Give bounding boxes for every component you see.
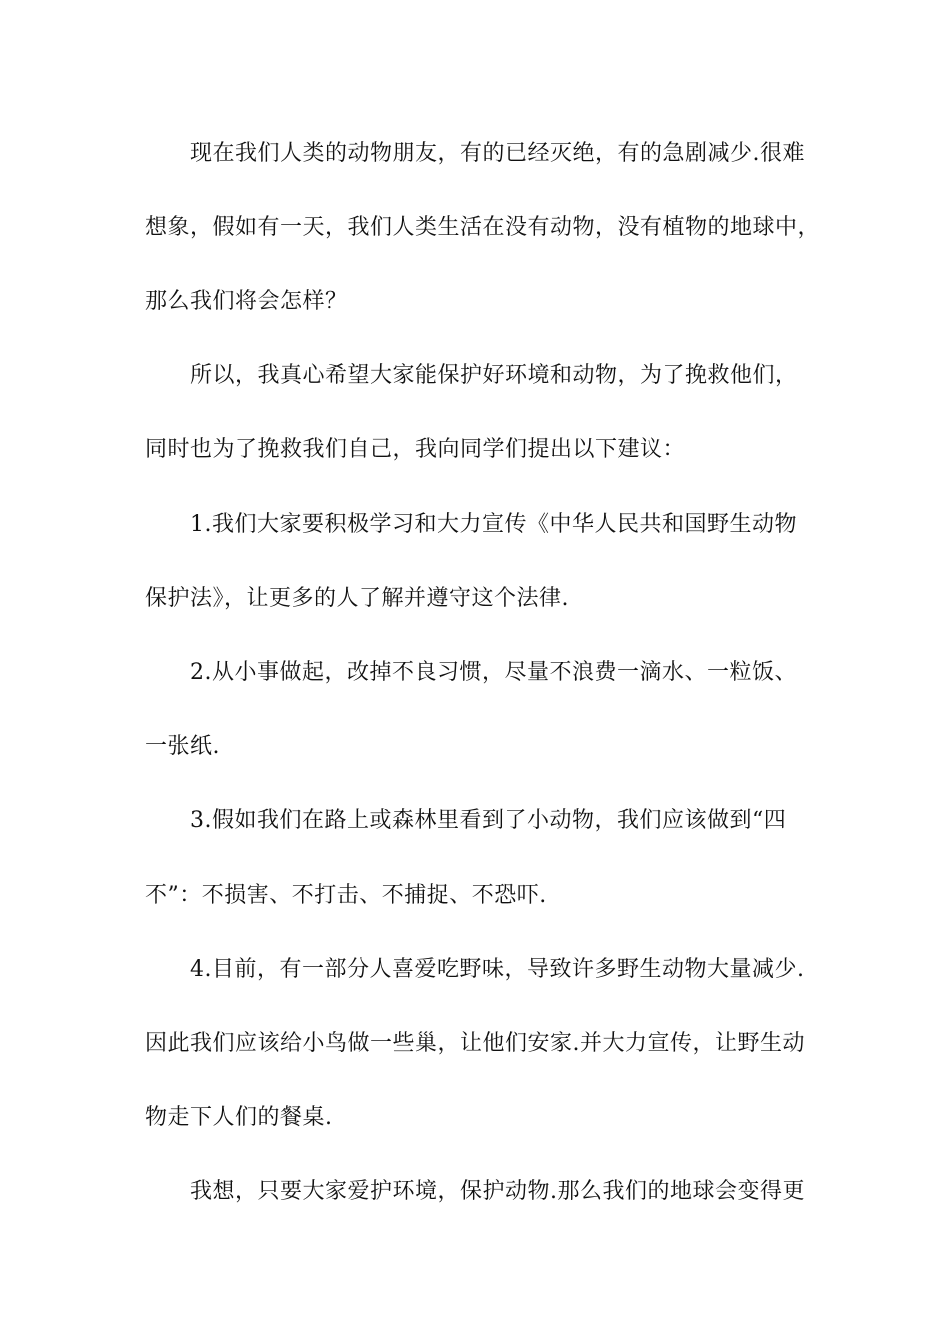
list-item-line: 4.目前，有一部分人喜爱吃野味，导致许多野生动物大量减少. <box>190 957 805 982</box>
list-item-line: 物走下人们的餐桌. <box>145 1105 333 1130</box>
paragraph-line: 同时也为了挽救我们自己，我向同学们提出以下建议： <box>145 437 686 462</box>
paragraph-line: 那么我们将会怎样？ <box>145 289 348 314</box>
paragraph-line: 所以，我真心希望大家能保护好环境和动物，为了挽救他们， <box>190 363 798 388</box>
list-item-line: 1.我们大家要积极学习和大力宣传《中华人民共和国野生动物 <box>190 512 797 537</box>
list-item-line: 不”：不损害、不打击、不捕捉、不恐吓. <box>145 883 547 908</box>
list-item-line: 2.从小事做起，改掉不良习惯，尽量不浪费一滴水、一粒饭、 <box>190 660 797 685</box>
list-item-line: 因此我们应该给小鸟做一些巢，让他们安家.并大力宣传，让野生动 <box>145 1031 805 1056</box>
list-item-line: 保护法》，让更多的人了解并遵守这个法律. <box>145 586 569 611</box>
paragraph-line: 我想，只要大家爱护环境，保护动物.那么我们的地球会变得更 <box>190 1179 805 1204</box>
paragraph-line: 现在我们人类的动物朋友，有的已经灭绝，有的急剧减少.很难 <box>190 141 805 166</box>
list-item-line: 3.假如我们在路上或森林里看到了小动物，我们应该做到“四 <box>190 808 787 833</box>
list-item-line: 一张纸. <box>145 734 220 759</box>
paragraph-line: 想象，假如有一天，我们人类生活在没有动物，没有植物的地球中， <box>145 215 821 240</box>
